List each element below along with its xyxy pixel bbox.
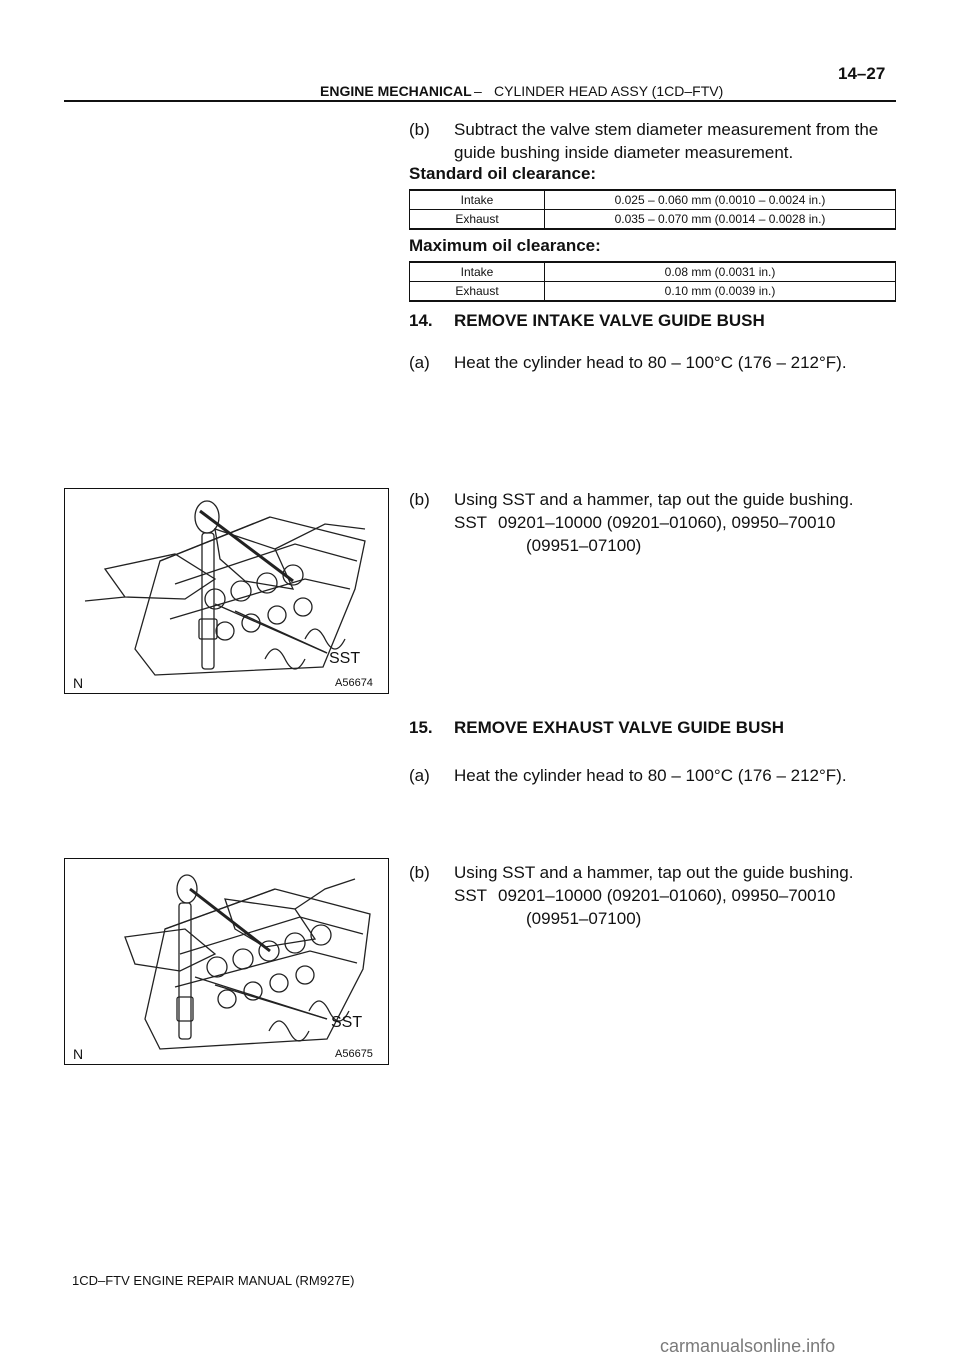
table-row bbox=[410, 190, 896, 210]
step15-sst-line2: (09951–07100) bbox=[526, 909, 642, 928]
standard-clearance-table bbox=[409, 189, 896, 230]
step14-sst-line2: (09951–07100) bbox=[526, 536, 642, 555]
step-b-line2: guide bushing inside diameter measurement. bbox=[454, 143, 794, 162]
figure-callout-sst: SST bbox=[331, 1014, 363, 1031]
maximum-clearance-table bbox=[409, 261, 896, 302]
figure-code: A56674 bbox=[335, 677, 373, 689]
table-cell-type: Intake bbox=[410, 190, 545, 210]
figure-intake-bush-removal bbox=[64, 488, 389, 694]
footer-manual-id: 1CD–FTV ENGINE REPAIR MANUAL (RM927E) bbox=[72, 1273, 355, 1288]
header-dash: – bbox=[474, 83, 482, 99]
watermark-text: carmanualsonline.info bbox=[660, 1336, 836, 1356]
table-cell-value: 0.035 – 0.070 mm (0.0014 – 0.0028 in.) bbox=[545, 210, 896, 230]
step15-title: REMOVE EXHAUST VALVE GUIDE BUSH bbox=[454, 718, 784, 737]
table-cell-value: 0.08 mm (0.0031 in.) bbox=[545, 262, 896, 282]
table-cell-type: Exhaust bbox=[410, 210, 545, 230]
table-cell-type: Exhaust bbox=[410, 282, 545, 302]
step14-number: 14. bbox=[409, 311, 433, 330]
step15-sst-line1: 09201–10000 (09201–01060), 09950–70010 bbox=[498, 886, 836, 905]
step-b-label: (b) bbox=[409, 120, 430, 139]
step15-a-label: (a) bbox=[409, 766, 430, 785]
maximum-clearance-title: Maximum oil clearance: bbox=[409, 236, 601, 255]
figure-north-mark: N bbox=[73, 675, 84, 691]
figure-callout-sst: SST bbox=[329, 650, 361, 667]
step15-number: 15. bbox=[409, 718, 433, 737]
step14-sst-line1: 09201–10000 (09201–01060), 09950–70010 bbox=[498, 513, 836, 532]
header-subsection: CYLINDER HEAD ASSY (1CD–FTV) bbox=[494, 83, 724, 99]
step14-a-label: (a) bbox=[409, 353, 430, 372]
step15-b-text: Using SST and a hammer, tap out the guide bushing. bbox=[454, 863, 854, 882]
step15-sst-label: SST bbox=[454, 886, 488, 905]
table-row bbox=[410, 210, 896, 230]
step14-sst-label: SST bbox=[454, 513, 488, 532]
page-number: 14–27 bbox=[838, 64, 886, 83]
step14-a-text: Heat the cylinder head to 80 – 100°C (176 – 212°F). bbox=[454, 353, 847, 372]
header-rule bbox=[64, 100, 896, 102]
figure-north-mark: N bbox=[73, 1046, 84, 1062]
step-b-line1: Subtract the valve stem diameter measurement from the bbox=[454, 120, 879, 139]
step14-b-label: (b) bbox=[409, 490, 430, 509]
table-cell-type: Intake bbox=[410, 262, 545, 282]
step14-title: REMOVE INTAKE VALVE GUIDE BUSH bbox=[454, 311, 765, 330]
table-row bbox=[410, 282, 896, 302]
table-cell-value: 0.10 mm (0.0039 in.) bbox=[545, 282, 896, 302]
step15-b-label: (b) bbox=[409, 863, 430, 882]
figure-exhaust-bush-removal bbox=[64, 858, 389, 1065]
table-row bbox=[410, 262, 896, 282]
standard-clearance-title: Standard oil clearance: bbox=[409, 164, 597, 183]
step14-b-text: Using SST and a hammer, tap out the guide bushing. bbox=[454, 490, 854, 509]
figure-code: A56675 bbox=[335, 1048, 373, 1060]
table-cell-value: 0.025 – 0.060 mm (0.0010 – 0.0024 in.) bbox=[545, 190, 896, 210]
header-section: ENGINE MECHANICAL bbox=[320, 83, 472, 99]
step15-a-text: Heat the cylinder head to 80 – 100°C (176 – 212°F). bbox=[454, 766, 847, 785]
